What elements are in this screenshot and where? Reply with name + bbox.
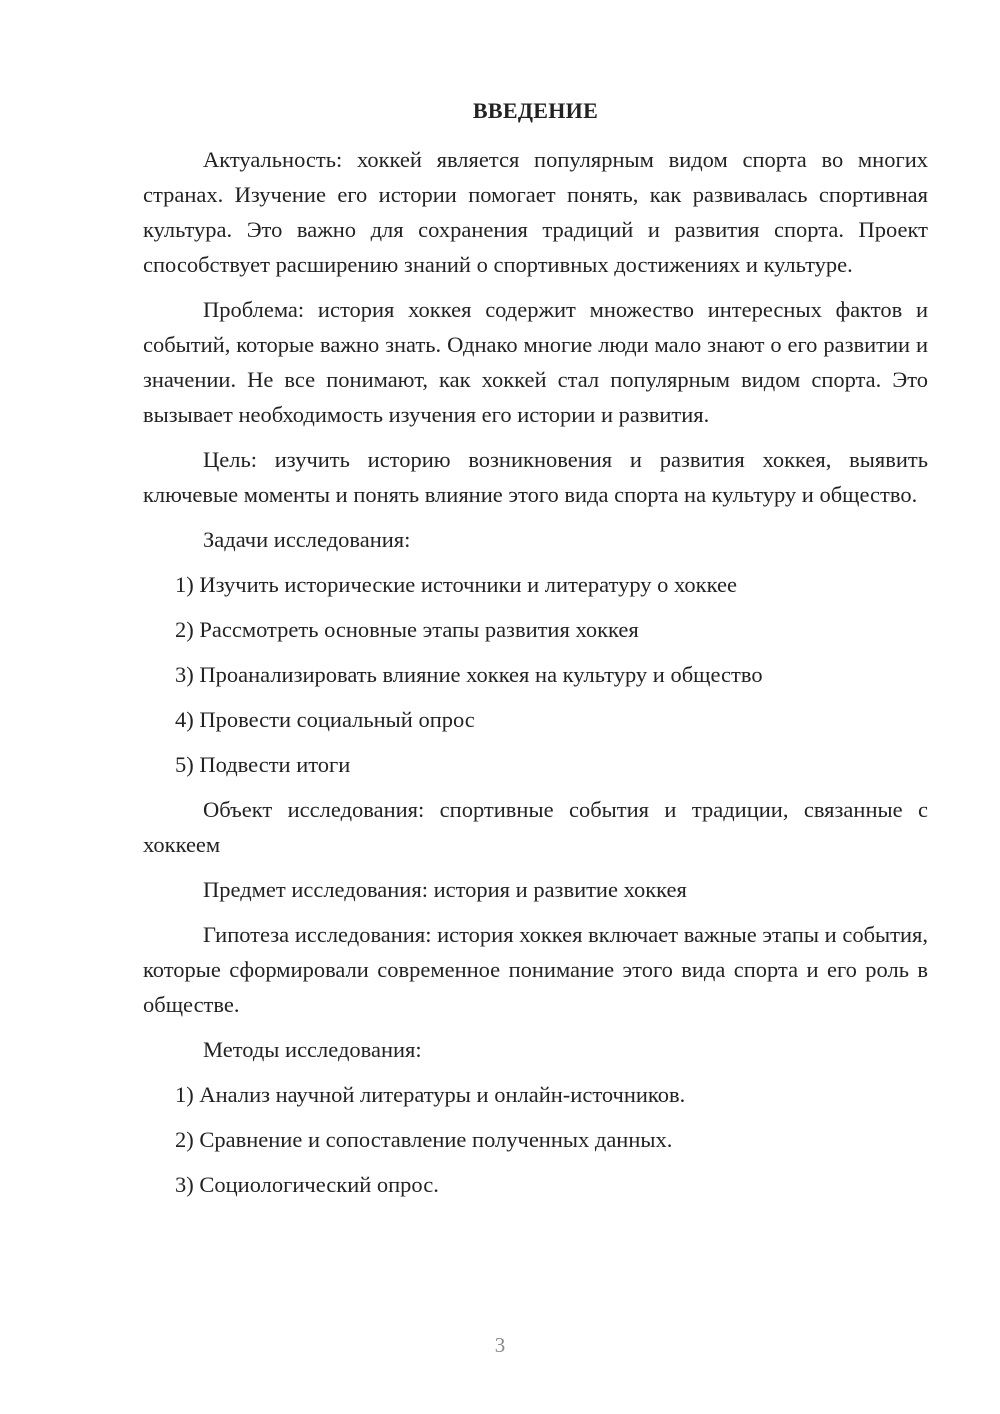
list-item: 1) Анализ научной литературы и онлайн-источников.	[175, 1082, 686, 1107]
tasks-list	[143, 567, 928, 782]
methods-heading: Методы исследования:	[203, 1037, 422, 1062]
object-paragraph: Объект исследования: спортивные события и традиции, связанные с хоккеем	[143, 797, 928, 857]
list-item: 3) Социологический опрос.	[175, 1172, 439, 1197]
list-item: 5) Подвести итоги	[175, 752, 351, 777]
hypothesis-paragraph: Гипотеза исследования: история хоккея включает важные этапы и события, которые сформировали современное понимание этого вида спорта и его роль в обществе.	[143, 922, 928, 1017]
document-page	[143, 95, 928, 1212]
list-item: 3) Проанализировать влияние хоккея на культуру и общество	[175, 662, 763, 687]
page-number: 3	[494, 1333, 506, 1357]
relevance-paragraph: Актуальность: хоккей является популярным видом спорта во многих странах. Изучение его истории помогает понять, как развивалась спортивная культура. Это важно для сохранения традиций и развития спорта. Проект способствует расширению знаний о спортивных достижениях и культуре.	[143, 147, 928, 277]
methods-list	[143, 1077, 928, 1202]
page-title: ВВЕДЕНИЕ	[472, 98, 599, 123]
problem-paragraph: Проблема: история хоккея содержит множество интересных фактов и событий, которые важно знать. Однако многие люди мало знают о его развитии и значении. Не все понимают, как хоккей стал популярным видом спорта. Это вызывает необходимость изучения его истории и развития.	[143, 297, 928, 427]
subject-paragraph: Предмет исследования: история и развитие хоккея	[203, 877, 687, 902]
goal-paragraph: Цель: изучить историю возникновения и развития хоккея, выявить ключевые моменты и понять влияние этого вида спорта на культуру и общество.	[143, 447, 928, 507]
list-item: 2) Сравнение и сопоставление полученных данных.	[175, 1127, 673, 1152]
tasks-heading: Задачи исследования:	[203, 527, 411, 552]
list-item: 2) Рассмотреть основные этапы развития хоккея	[175, 617, 639, 642]
list-item: 1) Изучить исторические источники и литературу о хоккее	[175, 572, 737, 597]
list-item: 4) Провести социальный опрос	[175, 707, 475, 732]
